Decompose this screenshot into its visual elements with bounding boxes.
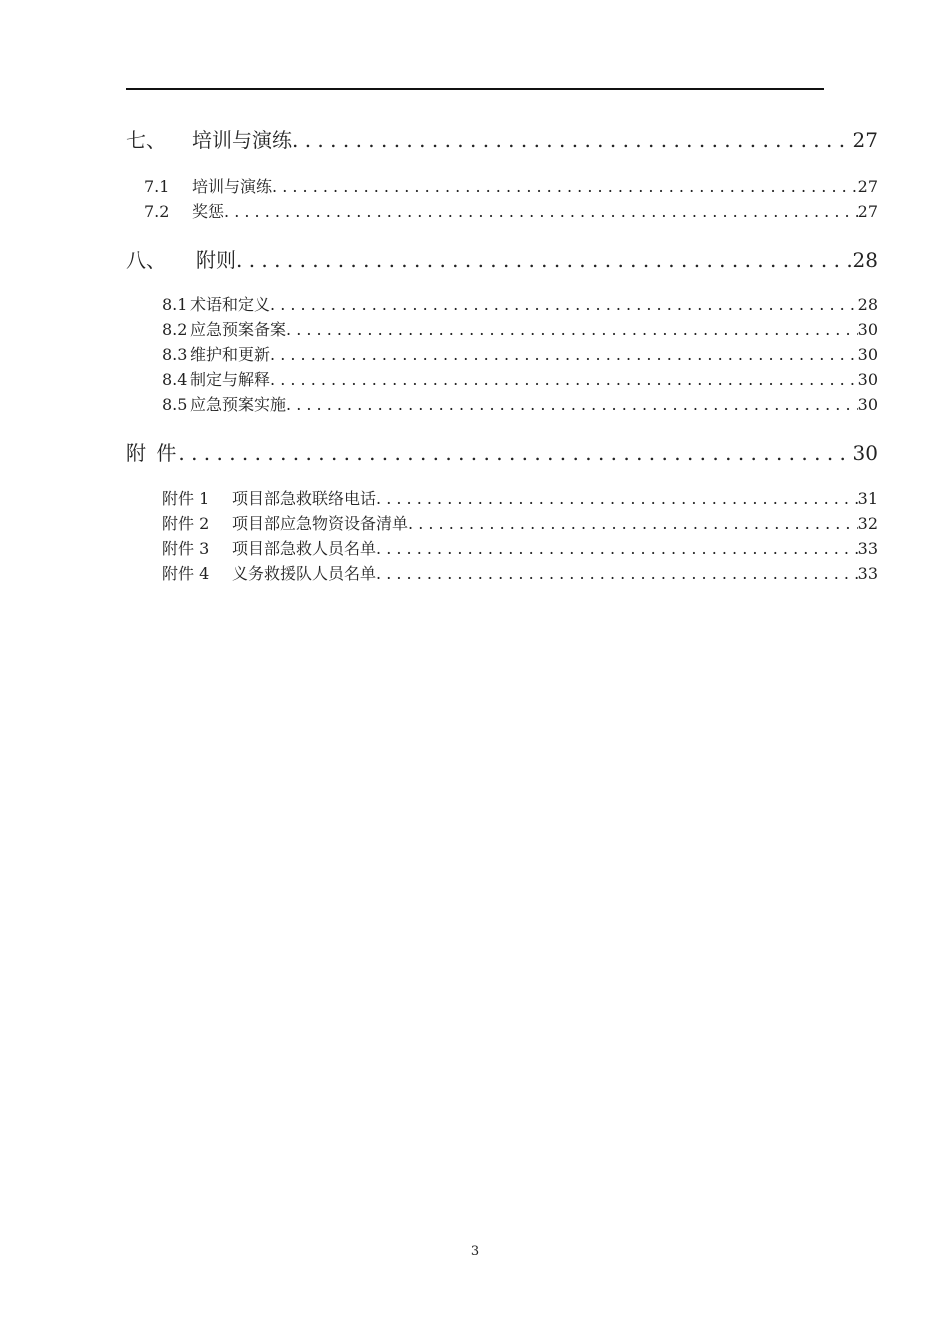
toc-section-title: 培训与演练 [192, 128, 292, 152]
toc-entry-8-3[interactable] [162, 342, 878, 365]
toc-section-number: 八、 [126, 248, 166, 272]
toc-item-number: 附件 3 [162, 539, 210, 558]
toc-leader-dots [408, 514, 858, 533]
toc-item-number: 7.1 [144, 177, 170, 196]
toc-leader-dots [270, 345, 858, 364]
toc-page-number: 28 [857, 295, 878, 314]
toc-leader-dots [178, 441, 852, 465]
toc-entry-appendix-2[interactable] [162, 511, 878, 534]
toc-item-number: 附件 4 [162, 564, 210, 583]
toc-leader-dots [286, 395, 858, 414]
toc-page-number: 33 [857, 564, 878, 583]
toc-item-title: 应急预案备案 [190, 320, 287, 339]
toc-entry-8-4[interactable] [162, 367, 878, 390]
toc-item-number: 8.5 [162, 395, 188, 414]
footer-page-number: 3 [470, 1244, 480, 1259]
toc-leader-dots [236, 248, 853, 272]
toc-page-number: 27 [852, 128, 878, 152]
toc-section-number: 七、 [126, 128, 166, 152]
toc-item-title: 项目部急救人员名单 [232, 539, 377, 558]
toc-page-number: 30 [857, 395, 878, 414]
toc-page-number: 30 [857, 320, 878, 339]
toc-section-title: 附 件 [126, 441, 179, 465]
toc-item-title: 维护和更新 [190, 345, 271, 364]
toc-item-title: 应急预案实施 [190, 395, 287, 414]
toc-item-title: 义务救援队人员名单 [232, 564, 377, 583]
toc-page-number: 27 [857, 202, 878, 221]
toc-entry-section-8[interactable] [126, 244, 878, 273]
toc-entry-7-1[interactable] [144, 174, 878, 197]
header-rule [126, 88, 824, 90]
toc-leader-dots [376, 539, 858, 558]
toc-item-number: 8.2 [162, 320, 188, 339]
toc-item-title: 术语和定义 [190, 295, 271, 314]
toc-entry-section-7[interactable] [126, 124, 878, 153]
toc-section-title: 附则 [196, 248, 236, 272]
toc-item-title: 项目部急救联络电话 [232, 489, 377, 508]
toc-item-title: 项目部应急物资设备清单 [232, 514, 409, 533]
toc-item-number: 8.4 [162, 370, 188, 389]
toc-entry-8-5[interactable] [162, 392, 878, 415]
toc-entry-8-2[interactable] [162, 317, 878, 340]
toc-entry-8-1[interactable] [162, 292, 878, 315]
toc-entry-appendix-1[interactable] [162, 486, 878, 509]
toc-item-title: 制定与解释 [190, 370, 271, 389]
toc-page-number: 30 [857, 370, 878, 389]
toc-entry-appendix-3[interactable] [162, 536, 878, 559]
toc-leader-dots [224, 202, 858, 221]
toc-page-number: 30 [852, 441, 878, 465]
toc-entry-appendix[interactable] [126, 437, 878, 466]
toc-item-number: 7.2 [144, 202, 170, 221]
toc-leader-dots [292, 128, 853, 152]
toc-page-number: 31 [857, 489, 878, 508]
toc-leader-dots [286, 320, 858, 339]
toc-leader-dots [376, 564, 858, 583]
toc-page-number: 27 [857, 177, 878, 196]
toc-item-title: 培训与演练 [192, 177, 273, 196]
toc-leader-dots [270, 370, 858, 389]
toc-page-number: 33 [857, 539, 878, 558]
toc-entry-7-2[interactable] [144, 199, 878, 222]
toc-leader-dots [272, 177, 858, 196]
toc-page-number: 32 [857, 514, 878, 533]
toc-item-number: 附件 2 [162, 514, 210, 533]
toc-item-number: 附件 1 [162, 489, 210, 508]
toc-page-number: 30 [857, 345, 878, 364]
toc-page-number: 28 [852, 248, 878, 272]
toc-item-title: 奖惩 [192, 202, 225, 221]
toc-item-number: 8.3 [162, 345, 188, 364]
toc-entry-appendix-4[interactable] [162, 561, 878, 584]
toc-leader-dots [270, 295, 858, 314]
toc-item-number: 8.1 [162, 295, 188, 314]
toc-leader-dots [376, 489, 858, 508]
